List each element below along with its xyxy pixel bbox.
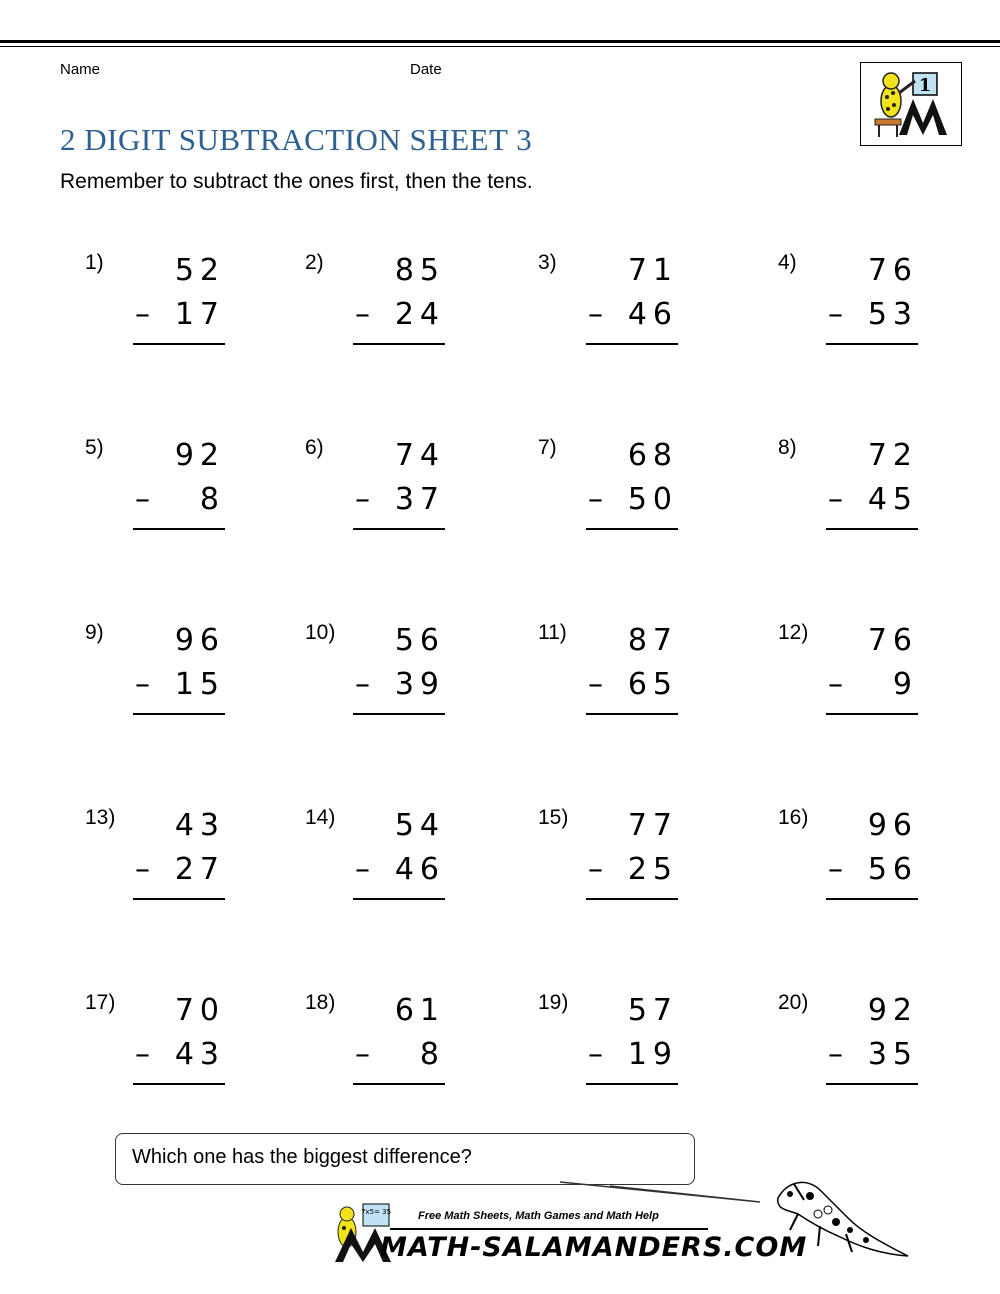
answer-line <box>353 1083 445 1085</box>
minus-sign: – <box>588 852 603 887</box>
answer-line <box>586 713 678 715</box>
problem-number: 15) <box>538 806 569 829</box>
minuend: 57 <box>627 993 678 1028</box>
minuend: 52 <box>174 253 225 288</box>
answer-line <box>826 343 918 345</box>
minuend: 96 <box>867 808 918 843</box>
minus-sign: – <box>828 482 843 517</box>
answer-line <box>353 713 445 715</box>
subtrahend: 27 <box>174 852 225 887</box>
answer-line <box>353 898 445 900</box>
answer-line <box>826 713 918 715</box>
problem <box>85 251 235 351</box>
minus-sign: – <box>828 667 843 702</box>
problem-number: 9) <box>85 621 104 644</box>
subtrahend: 39 <box>394 667 445 702</box>
subtrahend: 35 <box>867 1037 918 1072</box>
minus-sign: – <box>135 852 150 887</box>
subtrahend: 37 <box>394 482 445 517</box>
answer-line <box>586 898 678 900</box>
minus-sign: – <box>828 297 843 332</box>
logo-badge-text: 1 <box>918 75 932 96</box>
instructions-text: Remember to subtract the ones first, then the tens. <box>60 170 533 193</box>
minuend: 43 <box>174 808 225 843</box>
problem-number: 10) <box>305 621 336 644</box>
problem <box>85 436 235 536</box>
problem <box>538 251 688 351</box>
minus-sign: – <box>588 482 603 517</box>
problem <box>778 806 928 906</box>
problem <box>305 436 455 536</box>
answer-line <box>133 528 225 530</box>
footer-badge-text: 7x5= 35 <box>360 1208 392 1216</box>
minus-sign: – <box>588 1037 603 1072</box>
minus-sign: – <box>588 667 603 702</box>
minus-sign: – <box>135 667 150 702</box>
problem-number: 20) <box>778 991 809 1014</box>
minus-sign: – <box>135 482 150 517</box>
problem <box>778 436 928 536</box>
problem <box>778 991 928 1091</box>
problem-number: 19) <box>538 991 569 1014</box>
minuend: 76 <box>867 623 918 658</box>
minus-sign: – <box>588 297 603 332</box>
problem <box>305 251 455 351</box>
answer-line <box>826 528 918 530</box>
subtrahend: 9 <box>892 667 918 702</box>
problem <box>85 621 235 721</box>
minus-sign: – <box>355 667 370 702</box>
answer-line <box>586 1083 678 1085</box>
answer-line <box>586 343 678 345</box>
date-label: Date <box>410 61 442 78</box>
subtrahend: 46 <box>394 852 445 887</box>
problem-number: 18) <box>305 991 336 1014</box>
subtrahend: 15 <box>174 667 225 702</box>
subtrahend: 25 <box>627 852 678 887</box>
minuend: 54 <box>394 808 445 843</box>
problem-number: 2) <box>305 251 324 274</box>
minuend: 76 <box>867 253 918 288</box>
subtrahend: 19 <box>627 1037 678 1072</box>
minuend: 92 <box>174 438 225 473</box>
subtrahend: 45 <box>867 482 918 517</box>
problem-number: 4) <box>778 251 797 274</box>
minus-sign: – <box>135 1037 150 1072</box>
top-rule <box>0 40 1000 43</box>
minuend: 77 <box>627 808 678 843</box>
subtrahend: 24 <box>394 297 445 332</box>
minus-sign: – <box>355 482 370 517</box>
minuend: 70 <box>174 993 225 1028</box>
minuend: 92 <box>867 993 918 1028</box>
problem <box>778 621 928 721</box>
answer-line <box>353 528 445 530</box>
problem-number: 1) <box>85 251 104 274</box>
worksheet-title: 2 DIGIT SUBTRACTION SHEET 3 <box>60 122 533 157</box>
answer-line <box>133 1083 225 1085</box>
problem <box>538 621 688 721</box>
minus-sign: – <box>828 1037 843 1072</box>
top-rule-thin <box>0 46 1000 47</box>
problem <box>85 806 235 906</box>
subtrahend: 17 <box>174 297 225 332</box>
problem-number: 12) <box>778 621 809 644</box>
footer-rule <box>390 1228 708 1230</box>
problem-number: 16) <box>778 806 809 829</box>
answer-line <box>133 713 225 715</box>
salamander-teacher-icon <box>861 63 961 145</box>
name-label: Name <box>60 61 101 78</box>
footer-site-link[interactable]: MATH-SALAMANDERS.COM <box>380 1232 808 1263</box>
problem-number: 14) <box>305 806 336 829</box>
problem-number: 17) <box>85 991 116 1014</box>
problem <box>305 621 455 721</box>
problem <box>305 991 455 1091</box>
minuend: 96 <box>174 623 225 658</box>
answer-line <box>133 343 225 345</box>
subtrahend: 43 <box>174 1037 225 1072</box>
minuend: 56 <box>394 623 445 658</box>
problem-number: 3) <box>538 251 557 274</box>
problem <box>538 436 688 536</box>
minus-sign: – <box>828 852 843 887</box>
problem <box>778 251 928 351</box>
minuend: 68 <box>627 438 678 473</box>
subtrahend: 56 <box>867 852 918 887</box>
minus-sign: – <box>355 297 370 332</box>
subtrahend: 8 <box>199 482 225 517</box>
subtrahend: 53 <box>867 297 918 332</box>
problem-number: 8) <box>778 436 797 459</box>
answer-line <box>586 528 678 530</box>
problem <box>538 806 688 906</box>
subtrahend: 46 <box>627 297 678 332</box>
minuend: 87 <box>627 623 678 658</box>
problem-number: 7) <box>538 436 557 459</box>
problem <box>85 991 235 1091</box>
problem-number: 5) <box>85 436 104 459</box>
problem-number: 11) <box>538 621 567 644</box>
problem <box>538 991 688 1091</box>
problem-number: 13) <box>85 806 116 829</box>
answer-line <box>353 343 445 345</box>
answer-line <box>826 1083 918 1085</box>
minuend: 85 <box>394 253 445 288</box>
footer-tagline: Free Math Sheets, Math Games and Math Help <box>418 1210 659 1222</box>
problem <box>305 806 455 906</box>
salamander-logo <box>860 62 962 146</box>
minus-sign: – <box>355 1037 370 1072</box>
subtrahend: 8 <box>419 1037 445 1072</box>
minus-sign: – <box>135 297 150 332</box>
minuend: 71 <box>627 253 678 288</box>
subtrahend: 65 <box>627 667 678 702</box>
subtrahend: 50 <box>627 482 678 517</box>
minuend: 61 <box>394 993 445 1028</box>
question-text: Which one has the biggest difference? <box>132 1146 472 1168</box>
answer-line <box>826 898 918 900</box>
problem-number: 6) <box>305 436 324 459</box>
minus-sign: – <box>355 852 370 887</box>
answer-line <box>133 898 225 900</box>
minuend: 72 <box>867 438 918 473</box>
minuend: 74 <box>394 438 445 473</box>
